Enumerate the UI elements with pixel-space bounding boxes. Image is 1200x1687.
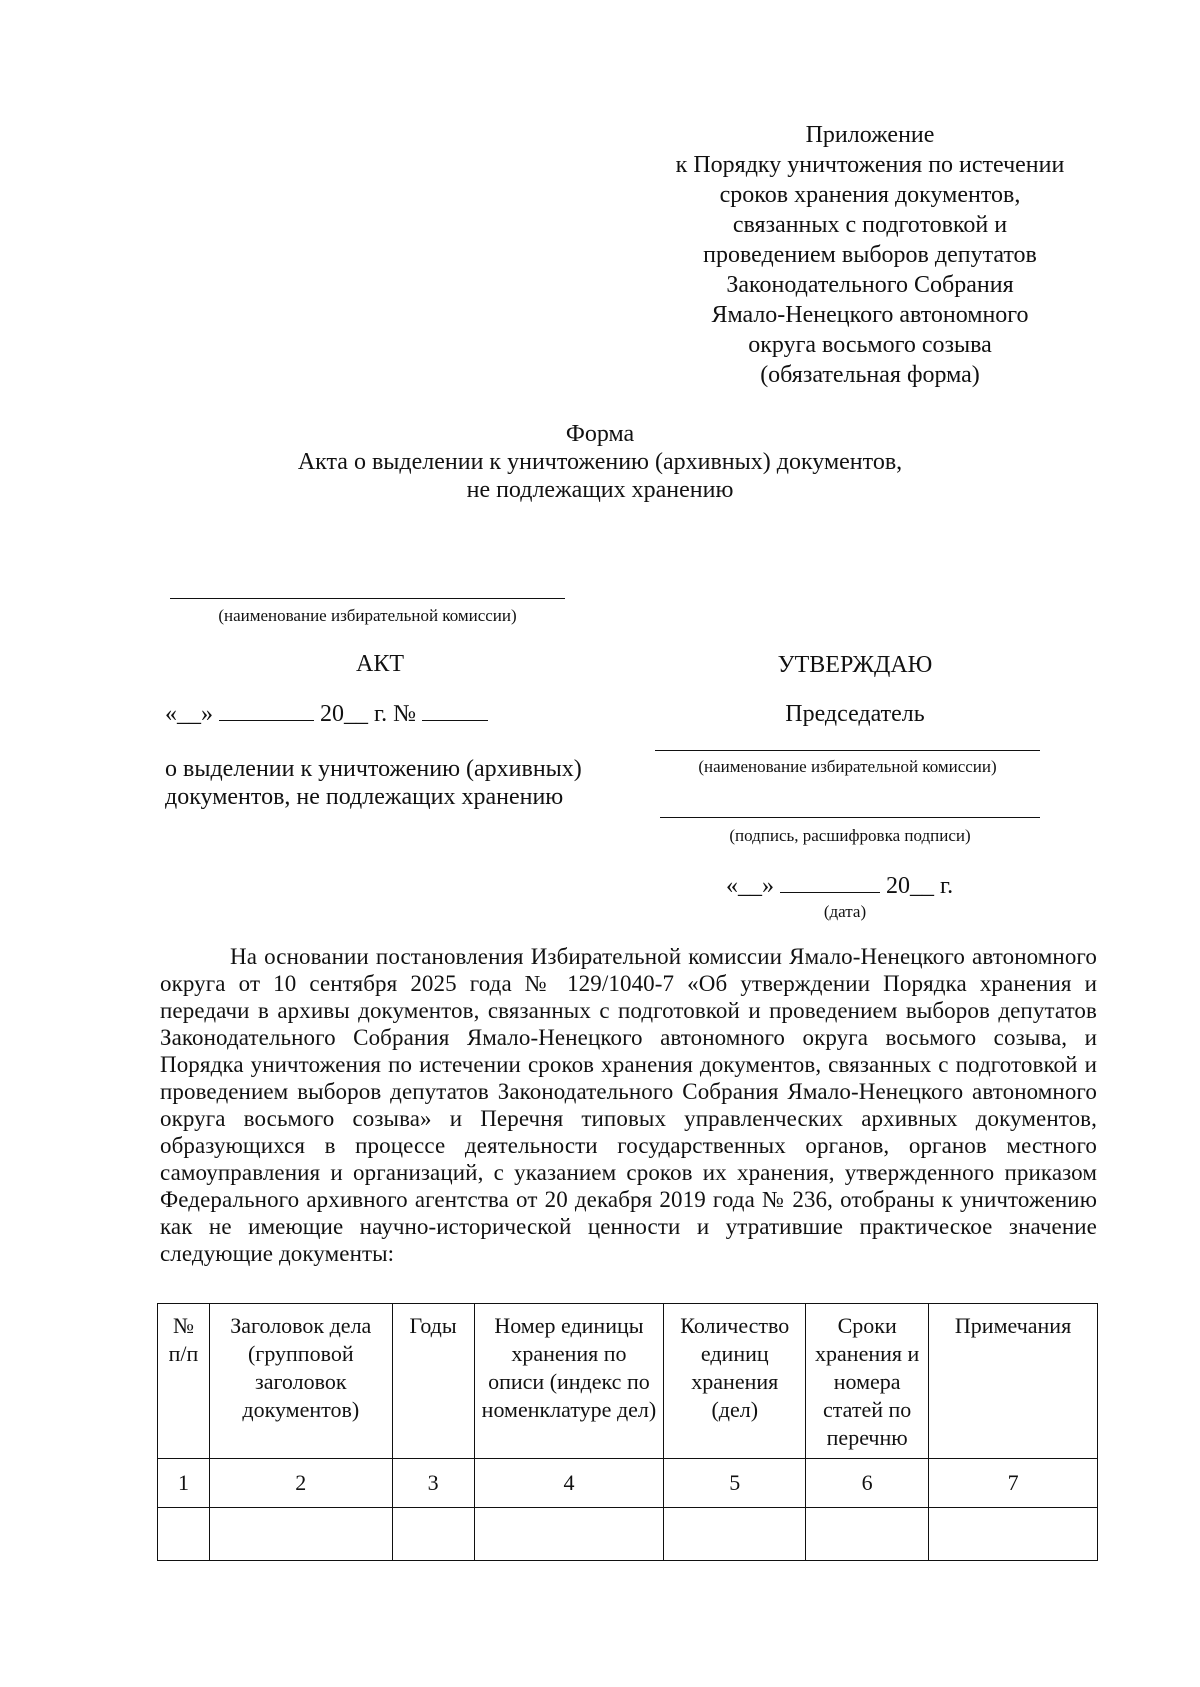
commission-caption-right: (наименование избирательной комиссии) — [698, 757, 997, 776]
table-cell: 6 — [806, 1459, 929, 1508]
act-heading: АКТ — [356, 651, 404, 677]
annex-line: (обязательная форма) — [760, 362, 980, 388]
table-cell — [806, 1508, 929, 1561]
approve-date-line — [726, 872, 953, 900]
annex-line: к Порядку уничтожения по истечении — [675, 152, 1065, 178]
table-cell — [474, 1508, 664, 1561]
approve-date-blank — [780, 874, 880, 893]
signature-caption: (подпись, расшифровка подписи) — [729, 826, 971, 845]
table-cell — [158, 1508, 210, 1561]
annex-line: проведением выборов депутатов — [703, 242, 1037, 268]
annex-line: сроков хранения документов, — [719, 182, 1021, 208]
table-cell — [929, 1508, 1098, 1561]
col-header-title: Заголовок дела (групповой заголовок документов) — [209, 1304, 392, 1459]
act-number-blank — [422, 702, 488, 721]
table-header-row — [158, 1304, 1098, 1459]
act-date-line — [165, 700, 488, 728]
approve-heading: УТВЕРЖДАЮ — [777, 652, 933, 678]
act-year-part: 20__ г. № — [320, 701, 417, 727]
table-cell: 2 — [209, 1459, 392, 1508]
col-header-notes: Примечания — [929, 1304, 1098, 1459]
table-cell: 4 — [474, 1459, 664, 1508]
act-date-open: «__» — [165, 701, 213, 727]
form-title-line: Акта о выделении к уничтожению (архивных) документов, — [297, 449, 903, 475]
commission-caption-left: (наименование избирательной комиссии) — [218, 606, 517, 625]
documents-table — [157, 1303, 1098, 1561]
table-cell — [209, 1508, 392, 1561]
table-cell — [664, 1508, 806, 1561]
table-cell: 7 — [929, 1459, 1098, 1508]
annex-line: связанных с подготовкой и — [732, 212, 1008, 238]
annex-header — [640, 120, 1100, 390]
annex-line: Законодательного Собрания — [726, 272, 1014, 298]
table-row-numbers — [158, 1459, 1098, 1508]
table-cell — [392, 1508, 474, 1561]
approve-date-open: «__» — [726, 873, 774, 899]
act-subject-line: о выделении к уничтожению (архивных) — [165, 756, 582, 782]
approve-year-part: 20__ г. — [886, 873, 954, 899]
commission-name-line-left — [170, 598, 565, 599]
col-header-number: № п/п — [158, 1304, 210, 1459]
table-cell: 3 — [392, 1459, 474, 1508]
annex-line: Приложение — [805, 122, 935, 148]
table-cell: 1 — [158, 1459, 210, 1508]
basis-paragraph: На основании постановления Избирательной комиссии Ямало-Ненецкого автономного округа от 10 сентября 2025 года № 129/1040-7 «Об утверждении Порядка хранения и передачи в архивы документов, связанных с подготовкой и проведением выборов депутатов Законодательного Собрания Ямало-Ненецкого автономного округа восьмого созыва, и Порядка уничтожения по истечении сроков хранения документов, связанных с подготовкой и проведением выборов депутатов Законодательного Собрания Ямало-Ненецкого автономного округа восьмого созыва» и Перечня типовых управленческих архивных документов, образующихся в процессе деятельности государственных органов, органов местного самоуправления и организаций, с указанием сроков их хранения, утвержденного приказом Федерального архивного агентства от 20 декабря 2019 года № 236, отобраны к уничтожению как не имеющие научно-исторической ценности и утратившие практическое значение следующие документы: — [160, 944, 1097, 1266]
date-caption: (дата) — [823, 902, 867, 921]
annex-line: Ямало-Ненецкого автономного — [711, 302, 1029, 328]
form-title-line: не подлежащих хранению — [466, 477, 734, 503]
col-header-quantity: Количество единиц хранения (дел) — [664, 1304, 806, 1459]
act-date-blank — [219, 702, 314, 721]
table-cell: 5 — [664, 1459, 806, 1508]
col-header-storage-terms: Сроки хранения и номера статей по перечню — [806, 1304, 929, 1459]
act-subject — [165, 755, 582, 811]
form-title-line: Форма — [565, 421, 635, 447]
signature-line — [660, 817, 1040, 818]
act-subject-line: документов, не подлежащих хранению — [165, 784, 564, 810]
commission-name-line-right — [655, 750, 1040, 751]
col-header-unit-number: Номер единицы хранения по описи (индекс по номенклатуре дел) — [474, 1304, 664, 1459]
col-header-years: Годы — [392, 1304, 474, 1459]
form-title — [150, 420, 1050, 504]
chairman-label: Председатель — [785, 701, 925, 727]
annex-line: округа восьмого созыва — [748, 332, 992, 358]
table-row-empty — [158, 1508, 1098, 1561]
